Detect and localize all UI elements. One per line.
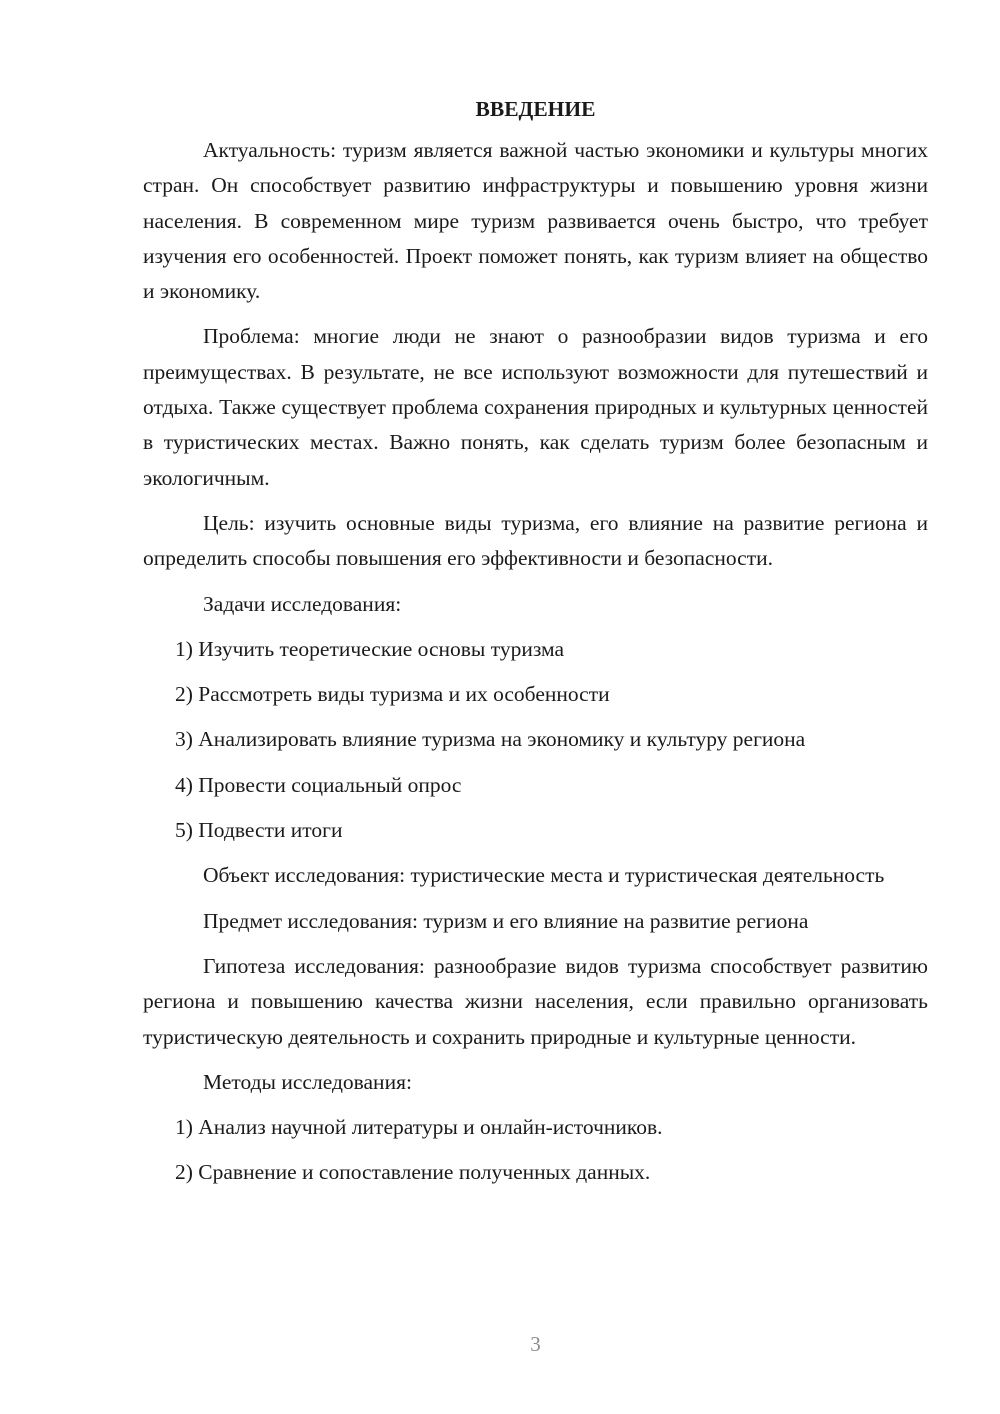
subject-paragraph: Предмет исследования: туризм и его влияние на развитие региона — [203, 908, 809, 933]
method-item-1: 1) Анализ научной литературы и онлайн-источников. — [175, 1115, 663, 1140]
page-number: 3 — [530, 1332, 541, 1356]
task-item-2: 2) Рассмотреть виды туризма и их особенности — [175, 682, 610, 707]
tasks-title: Задачи исследования: — [203, 591, 402, 616]
section-heading: ВВЕДЕНИЕ — [475, 97, 596, 121]
object-paragraph: Объект исследования: туристические места и туристическая деятельность — [203, 863, 885, 888]
problem-paragraph: Проблема: многие люди не знают о разнообразии видов туризма и его преимуществах. В результате, не все используют возможности для путешествий и отдыха. Также существует проблема сохранения природных и культурных ценностей в туристических местах. Важно понять, как сделать туризм более безопасным и экологичным. — [143, 324, 928, 490]
goal-paragraph: Цель: изучить основные виды туризма, его влияние на развитие региона и определить способы повышения его эффективности и безопасности. — [143, 510, 928, 571]
task-item-4: 4) Провести социальный опрос — [175, 772, 462, 797]
method-item-2: 2) Сравнение и сопоставление полученных данных. — [175, 1160, 651, 1185]
task-item-1: 1) Изучить теоретические основы туризма — [175, 636, 565, 661]
page-content — [143, 92, 928, 1201]
methods-title: Методы исследования: — [203, 1069, 412, 1094]
hypothesis-paragraph: Гипотеза исследования: разнообразие видов туризма способствует развитию региона и повышению качества жизни населения, если правильно организовать туристическую деятельность и сохранить природные и культурные ценности. — [143, 953, 928, 1049]
task-item-5: 5) Подвести итоги — [175, 818, 343, 843]
relevance-paragraph: Актуальность: туризм является важной частью экономики и культуры многих стран. Он способствует развитию инфраструктуры и повышению уровня жизни населения. В современном мире туризм развивается очень быстро, что требует изучения его особенностей. Проект поможет понять, как туризм влияет на общество и экономику. — [143, 138, 928, 304]
task-item-3: 3) Анализировать влияние туризма на экономику и культуру региона — [175, 727, 806, 752]
